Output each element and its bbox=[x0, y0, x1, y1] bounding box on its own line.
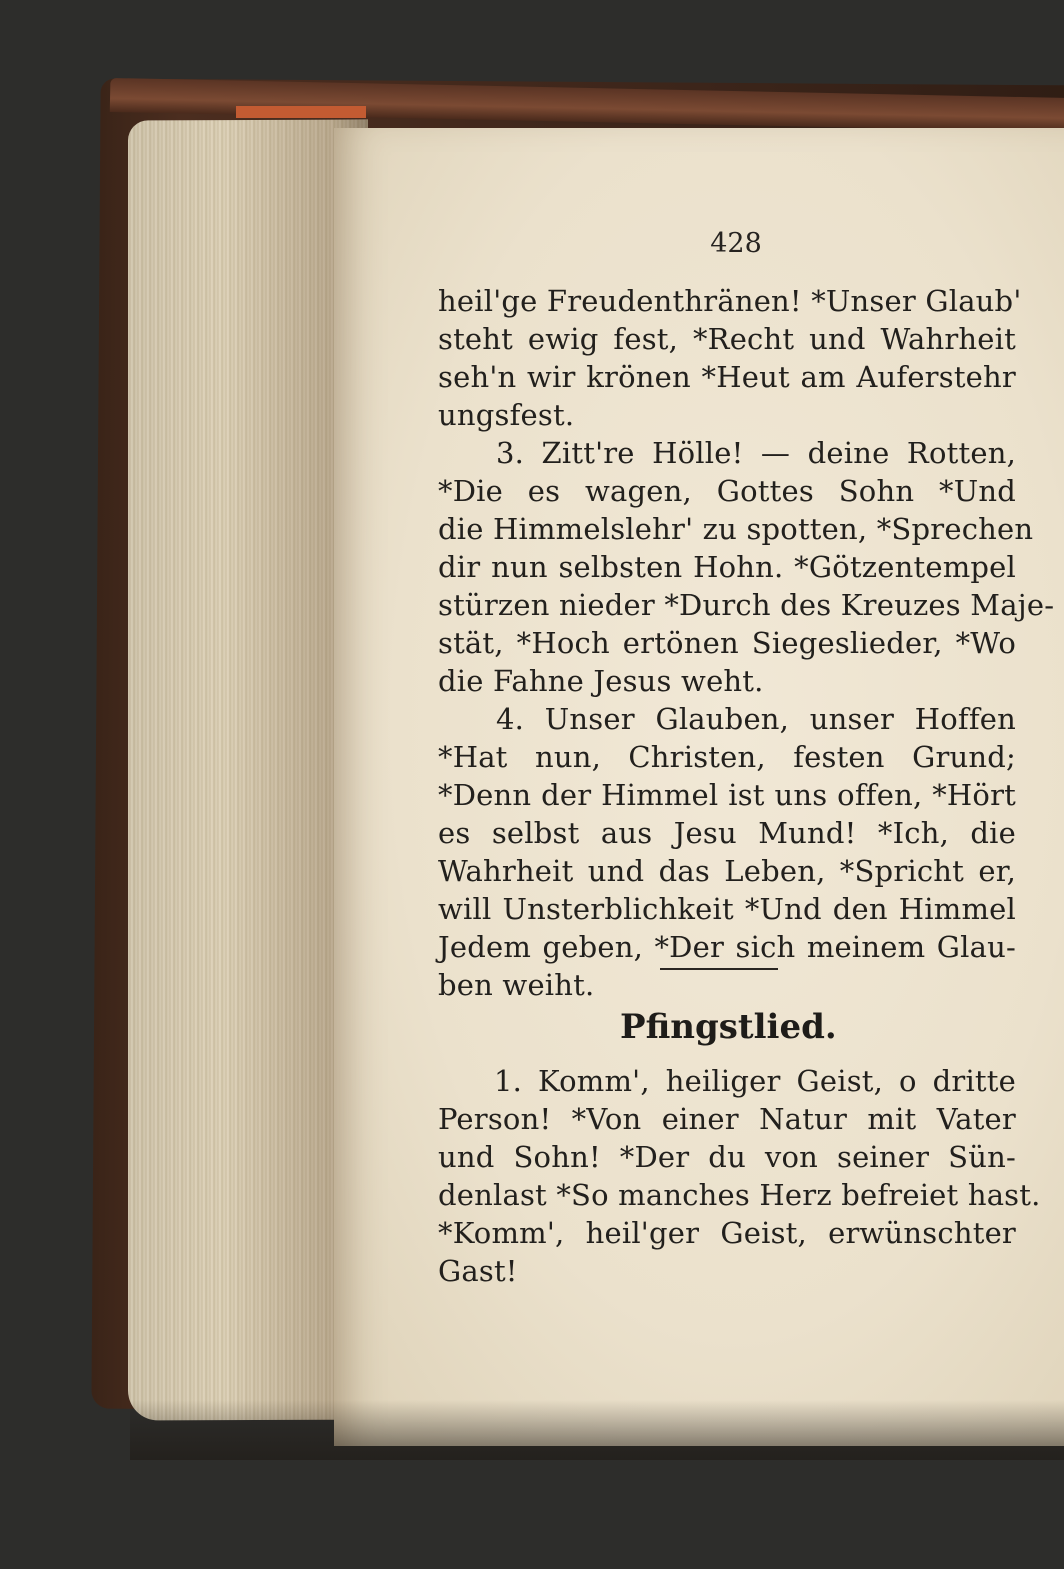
text-line: Person! *Von einer Natur mit Vater bbox=[438, 1102, 1016, 1136]
section-heading: Pfingstlied. bbox=[620, 1007, 837, 1047]
text-line: *Komm', heil'ger Geist, erwünschter bbox=[438, 1216, 1016, 1250]
text-line: Wahrheit und das Leben, *Spricht er, bbox=[438, 854, 1016, 888]
text-line: *Hat nun, Christen, festen Grund; bbox=[438, 740, 1016, 774]
text-line: und Sohn! *Der du von seiner Sün- bbox=[438, 1140, 1016, 1174]
text-line: dir nun selbsten Hohn. *Götzentempel bbox=[438, 550, 1016, 584]
text-line: 3. Zitt're Hölle! — deine Rotten, bbox=[496, 436, 1016, 470]
text-line: die Fahne Jesus weht. bbox=[438, 664, 764, 698]
text-line: heil'ge Freudenthränen! *Unser Glaub' bbox=[438, 284, 1022, 318]
section-divider bbox=[660, 968, 778, 970]
text-line: will Unsterblichkeit *Und den Himmel bbox=[438, 892, 1016, 926]
text-line: seh'n wir krönen *Heut am Auferstehr bbox=[438, 360, 1016, 394]
page-number: 428 bbox=[710, 228, 762, 259]
text-line: die Himmelslehr' zu spotten, *Sprechen bbox=[438, 512, 1034, 546]
text-line: *Denn der Himmel ist uns offen, *Hört bbox=[438, 778, 1016, 812]
red-page-edge bbox=[236, 106, 366, 118]
text-line: es selbst aus Jesu Mund! *Ich, die bbox=[438, 816, 1016, 850]
text-line: Jedem geben, *Der sich meinem Glau- bbox=[438, 930, 1016, 964]
text-line: ben weiht. bbox=[438, 968, 595, 1002]
text-line: Gast! bbox=[438, 1254, 518, 1288]
text-line: stät, *Hoch ertönen Siegeslieder, *Wo bbox=[438, 626, 1016, 660]
text-line: 1. Komm', heiliger Geist, o dritte bbox=[494, 1064, 1016, 1098]
page-bottom-shadow bbox=[130, 1400, 1064, 1460]
text-line: 4. Unser Glauben, unser Hoffen bbox=[496, 702, 1016, 736]
text-line: stürzen nieder *Durch des Kreuzes Maje- bbox=[438, 588, 1055, 622]
page-edges-shadow bbox=[128, 120, 368, 1420]
hymn-text-2 bbox=[438, 1062, 1041, 1302]
text-line: steht ewig fest, *Recht und Wahrheit bbox=[438, 322, 1016, 356]
text-line: *Die es wagen, Gottes Sohn *Und bbox=[438, 474, 1016, 508]
text-line: denlast *So manches Herz befreiet hast. bbox=[438, 1178, 1041, 1212]
text-line: ungsfest. bbox=[438, 398, 575, 432]
